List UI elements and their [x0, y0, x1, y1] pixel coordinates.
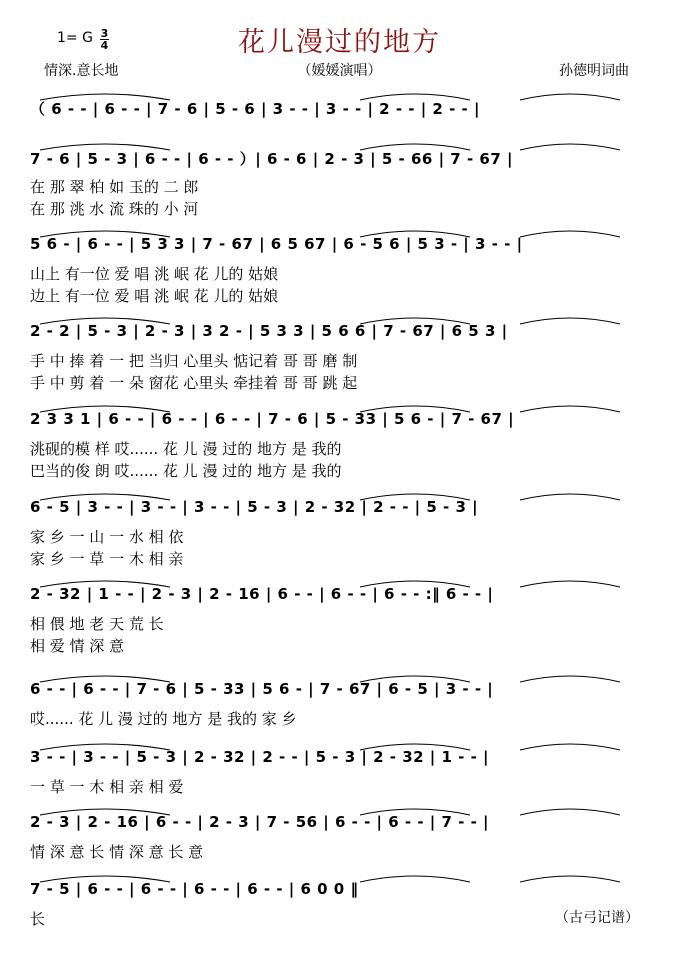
slur-arc: [520, 876, 620, 882]
slur-arc: [520, 94, 620, 100]
lyricist-composer-credit: 孙德明词曲: [559, 63, 629, 79]
lyric-line: 家 乡 一 草 一 木 相 亲: [30, 550, 184, 568]
lyric-line: 手 中 捧 着 一 把 当归 心里头 惦记着 哥 哥 磨 制: [30, 352, 358, 370]
lyric-line: 在 那 洮 水 流 珠的 小 河: [30, 200, 199, 218]
slur-arc: [520, 318, 620, 324]
lyric-line: 巴当的俊 朗 哎...... 花 儿 漫 过的 地方 是 我的: [30, 462, 342, 480]
notation-row: 5 6 - | 6 - - | 5 3 3 | 7 - 67 | 6 5 67 | 6 - 5 6 | 5 3 - | 3 - - |: [30, 235, 523, 253]
time-signature-denominator: 4: [100, 39, 109, 52]
slur-arc: [520, 676, 620, 682]
lyric-line: 家 乡 一 山 一 水 相 依: [30, 528, 184, 546]
notation-row: 2 - 2 | 5 - 3 | 2 - 3 | 3 2 - | 5 3 3 | 5 6 6 | 7 - 67 | 6 5 3 |: [30, 322, 508, 340]
singer-credit: （媛媛演唱）: [297, 63, 382, 79]
slur-arc: [520, 494, 620, 500]
notation-row: 7 - 6 | 5 - 3 | 6 - - | 6 - - ）| 6 - 6 | 2 - 3 | 5 - 66 | 7 - 67 |: [30, 150, 513, 168]
slur-arc: [520, 809, 620, 815]
notation-row: 2 3 3 1 | 6 - - | 6 - - | 6 - - | 7 - 6 | 5 - 33 | 5 6 - | 7 - 67 |: [30, 410, 515, 428]
time-signature: [100, 28, 109, 51]
notation-row: 7 - 5 | 6 - - | 6 - - | 6 - - | 6 - - | 6 0 0 ‖: [30, 880, 359, 898]
time-signature-numerator: 3: [100, 27, 109, 40]
notation-row: 6 - - | 6 - - | 7 - 6 | 5 - 33 | 5 6 - | 7 - 67 | 6 - 5 | 3 - - |: [30, 680, 494, 698]
notation-row: 2 - 32 | 1 - - | 2 - 3 | 2 - 16 | 6 - - | 6 - - | 6 - - :‖ 6 - - |: [30, 585, 494, 603]
lyric-line: 边上 有一位 爱 唱 洮 岷 花 儿的 姑娘: [30, 287, 279, 305]
lyric-line: 相 偎 地 老 天 荒 长: [30, 615, 164, 633]
lyric-line: 洮砚的模 样 哎...... 花 儿 漫 过的 地方 是 我的: [30, 440, 342, 458]
key-signature: 1= G: [57, 30, 93, 46]
slur-arc: [520, 231, 620, 237]
notation-row: 3 - - | 3 - - | 5 - 3 | 2 - 32 | 2 - - | 5 - 3 | 2 - 32 | 1 - - |: [30, 748, 490, 766]
lyric-line: 山上 有一位 爱 唱 洮 岷 花 儿的 姑娘: [30, 265, 279, 283]
transcriber-credit: （古弓记谱）: [555, 910, 639, 926]
lyric-line: 相 爱 情 深 意: [30, 637, 125, 655]
lyric-line: 在 那 翠 柏 如 玉的 二 郎: [30, 178, 199, 196]
lyric-line: 手 中 剪 着 一 朵 窗花 心里头 牵挂着 哥 哥 跳 起: [30, 374, 358, 392]
lyric-line: 哎...... 花 儿 漫 过的 地方 是 我的 家 乡: [30, 710, 297, 728]
lyric-line: 一 草 一 木 相 亲 相 爱: [30, 778, 184, 796]
notation-row: 6 - 5 | 3 - - | 3 - - | 3 - - | 5 - 3 | 2 - 32 | 2 - - | 5 - 3 |: [30, 498, 479, 516]
slur-arc: [520, 744, 620, 750]
slur-arc: [360, 876, 470, 882]
slur-arc: [520, 581, 620, 587]
slur-arc: [520, 144, 620, 150]
lyric-line: 长: [30, 910, 46, 928]
tempo-marking: 情深.意长地: [44, 63, 119, 79]
song-title: 花儿漫过的地方: [238, 27, 441, 58]
slur-arc: [520, 406, 620, 412]
notation-row: 2 - 3 | 2 - 16 | 6 - - | 2 - 3 | 7 - 56 | 6 - - | 6 - - | 7 - - |: [30, 813, 490, 831]
notation-row: （ 6 - - | 6 - - | 7 - 6 | 5 - 6 | 3 - - | 3 - - | 2 - - | 2 - - |: [30, 100, 480, 118]
lyric-line: 情 深 意 长 情 深 意 长 意: [30, 843, 204, 861]
